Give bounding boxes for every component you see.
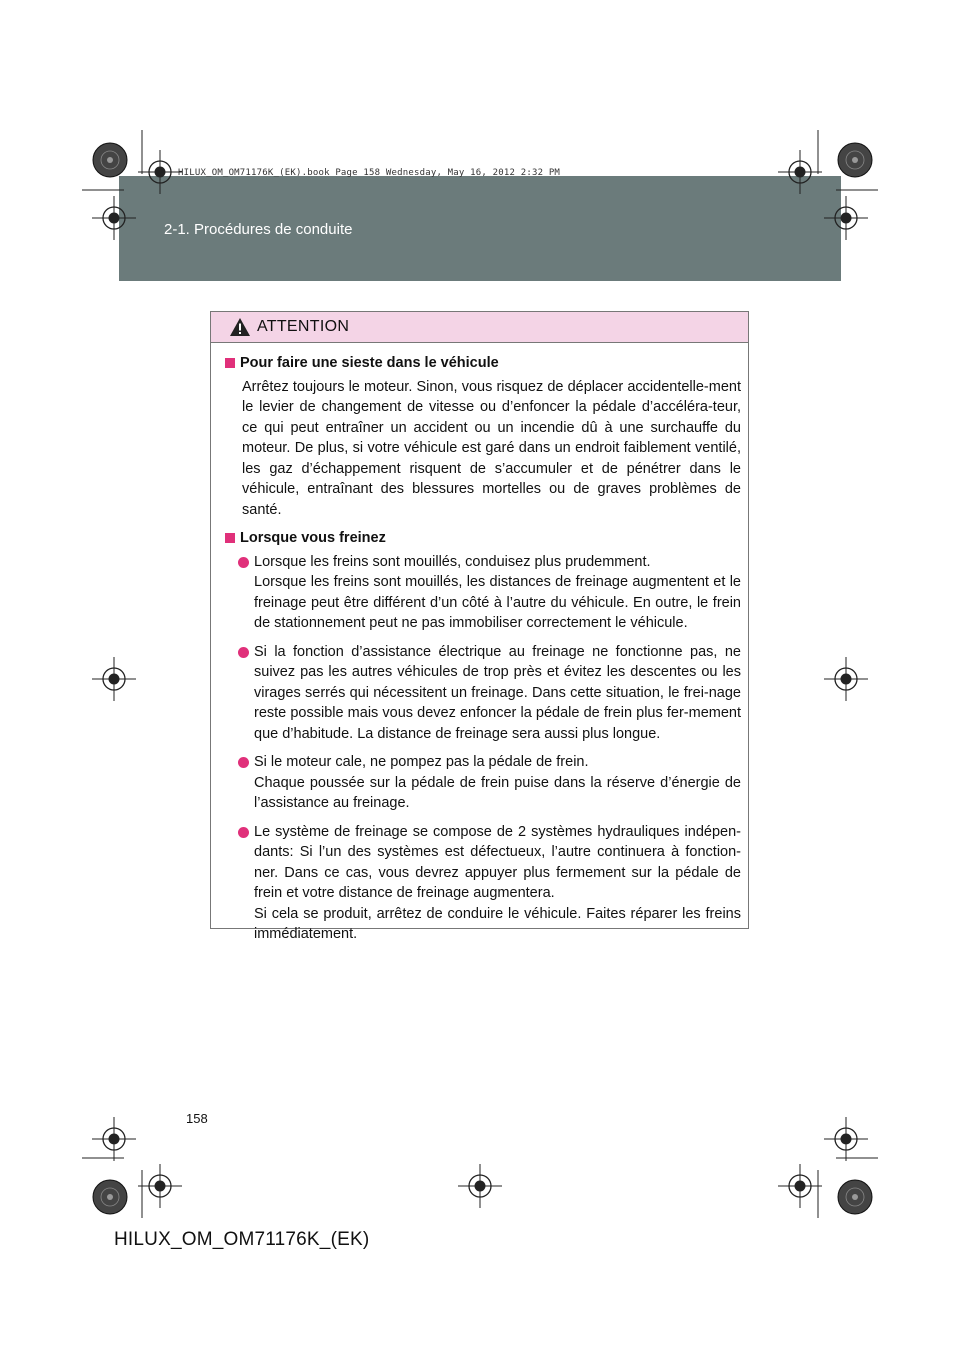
- registration-mark-icon: [92, 657, 136, 701]
- round-bullet-icon: [238, 827, 249, 838]
- registration-mark-icon: [778, 150, 822, 194]
- section-title: 2-1. Procédures de conduite: [164, 221, 353, 238]
- list-item-lead: Lorsque les freins sont mouillés, conduisez plus prudemment.: [254, 553, 651, 570]
- color-calibration-wheel-icon: [838, 143, 872, 177]
- registration-mark-icon: [138, 150, 182, 194]
- list-item: [238, 642, 741, 745]
- color-calibration-wheel-icon: [93, 1180, 127, 1214]
- registration-mark-icon: [824, 1117, 868, 1161]
- section-heading: [225, 528, 741, 549]
- square-bullet-icon: [225, 358, 235, 368]
- list-item-lead: Si la fonction d’assistance électrique au freinage ne fonctionne pas, ne suivez pas les autres véhicules de trop près et évitez les descentes ou les virages serrés qui nécessitent un freinage. Dans cette situation, le frei-nage reste possible mais vous devez enfoncer la pédale de frein plus fer-mement que d’habitude. La distance de freinage sera aussi plus longue.: [254, 643, 741, 742]
- round-bullet-icon: [238, 557, 249, 568]
- round-bullet-icon: [238, 757, 249, 768]
- list-item: [238, 752, 741, 814]
- page-number: 158: [186, 1111, 208, 1126]
- warning-box: [210, 311, 749, 942]
- section-heading-text: Lorsque vous freinez: [240, 530, 386, 546]
- list-item-lead: Si le moteur cale, ne pompez pas la pédale de frein.: [254, 754, 589, 770]
- warning-body: [211, 343, 748, 945]
- round-bullet-icon: [238, 647, 249, 658]
- list-item-lead: Le système de freinage se compose de 2 systèmes hydrauliques indépen-dants: Si l’un des systèmes est défectueux, l’autre continuera à fonction-ner. Dans ce cas, vous devrez appuyer plus fermement sur la pédale de frein et votre distance de freinage augmentera.: [254, 823, 741, 901]
- section-heading: [225, 353, 741, 374]
- print-stamp: HILUX_OM_OM71176K_(EK).book Page 158 Wednesday, May 16, 2012 2:32 PM: [178, 168, 561, 178]
- color-calibration-wheel-icon: [93, 143, 127, 177]
- registration-mark-icon: [778, 1164, 822, 1208]
- registration-mark-icon: [458, 1164, 502, 1208]
- document-id: HILUX_OM_OM71176K_(EK): [114, 1229, 370, 1250]
- registration-mark-icon: [138, 1164, 182, 1208]
- warning-title: ATTENTION: [257, 318, 350, 335]
- warning-triangle-icon: [229, 317, 251, 337]
- registration-mark-icon: [824, 196, 868, 240]
- section-paragraph: Arrêtez toujours le moteur. Sinon, vous risquez de déplacer accidentelle-ment le levier de changement de vitesse ou d’enfoncer la pédale d’accéléra-teur, ce qui peut entraîner un accident ou un incendie dû à une surchauffe du moteur. De plus, si votre véhicule est garé dans un endroit faiblement ventilé, les gaz d’échappement risquent de s’accumuler et de pénétrer dans le véhicule, entraînant des blessures mortelles ou de graves problèmes de santé.: [242, 378, 741, 518]
- registration-mark-icon: [824, 657, 868, 701]
- list-item-detail: Chaque poussée sur la pédale de frein puise dans la réserve d’énergie de l’assistance au freinage.: [254, 774, 741, 811]
- square-bullet-icon: [225, 533, 235, 543]
- registration-mark-icon: [92, 196, 136, 240]
- list-item-detail: Si cela se produit, arrêtez de conduire le véhicule. Faites réparer les freins immédiatement.: [254, 905, 741, 942]
- list-item-detail: Lorsque les freins sont mouillés, les distances de freinage augmentent et le freinage peut être différent d’un côté à l’autre du véhicule. En outre, le frein de stationnement peut ne pas immobiliser correctement le véhicule.: [254, 574, 741, 631]
- list-item: [238, 822, 741, 945]
- color-calibration-wheel-icon: [838, 1180, 872, 1214]
- registration-mark-icon: [92, 1117, 136, 1161]
- warning-header: [211, 312, 748, 343]
- list-item: [238, 552, 741, 634]
- section-heading-text: Pour faire une sieste dans le véhicule: [240, 355, 499, 371]
